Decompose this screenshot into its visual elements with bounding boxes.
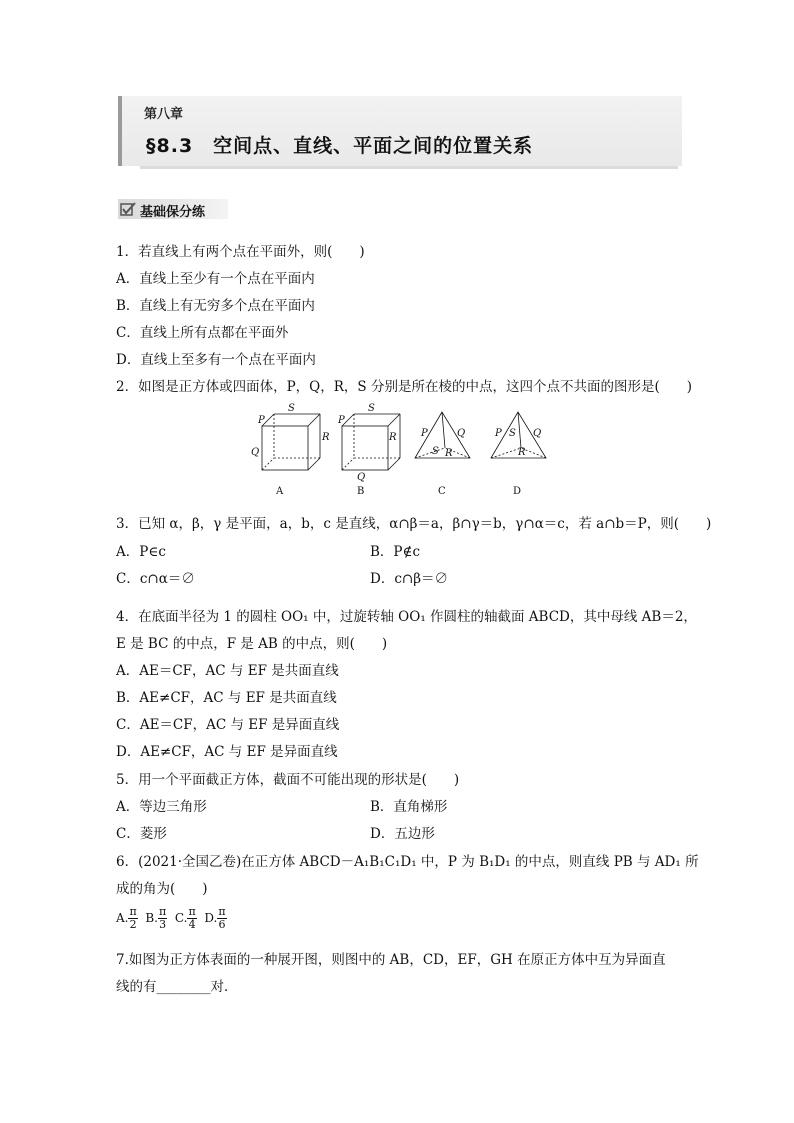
label-q-c: Q <box>457 428 466 439</box>
q6-option-a: A. $\frac{\pi}{2}$ <box>116 905 137 931</box>
q5-option-d: D．五边形 <box>370 826 435 842</box>
q3-option-c: C．c∩α＝∅ <box>116 571 195 587</box>
fig-label-d: D <box>513 486 522 497</box>
section-header <box>118 199 228 219</box>
label-p-b: P <box>338 415 345 426</box>
cube-figure-a <box>262 414 320 470</box>
header-shadow <box>140 166 678 169</box>
q1-option-c: C．直线上所有点都在平面外 <box>116 325 289 341</box>
q5-option-a: A．等边三角形 <box>116 799 207 815</box>
q5-option-c: C．菱形 <box>116 826 167 842</box>
q3-option-b: B．P∉c <box>370 544 421 560</box>
q4-option-a: A．AE＝CF，AC 与 EF 是共面直线 <box>116 663 339 679</box>
q4-stem-line2: E 是 BC 的中点，F 是 AB 的中点，则( ) <box>116 636 388 652</box>
q5-option-b: B．直角梯形 <box>370 799 448 815</box>
label-r-a: R <box>322 432 330 443</box>
section-label: 基础保分练 <box>140 205 206 220</box>
q4-option-d: D．AE≠CF，AC 与 EF 是异面直线 <box>116 744 338 760</box>
label-p-d: P <box>495 428 502 439</box>
chapter-label: 第八章 <box>144 107 184 122</box>
q2-stem: 2．如图是正方体或四面体，P，Q，R，S 分别是所在棱的中点，这四个点不共面的图形是( ) <box>116 379 692 395</box>
fig-label-c: C <box>438 486 446 497</box>
q1-option-d: D．直线上至多有一个点在平面内 <box>116 352 316 368</box>
checkbox-icon <box>120 201 136 217</box>
label-r-c: R <box>445 448 453 459</box>
label-r-b: R <box>389 432 397 443</box>
label-p-a: P <box>258 415 265 426</box>
label-r-d: R <box>518 447 526 458</box>
label-q-a: Q <box>251 447 260 458</box>
label-s-b: S <box>368 403 375 414</box>
q4-option-b: B．AE≠CF，AC 与 EF 是共面直线 <box>116 690 337 706</box>
label-s-a: S <box>288 403 295 414</box>
q6-option-b: B. $\frac{\pi}{3}$ <box>145 905 167 931</box>
q3-option-a: A．P∈c <box>116 544 166 560</box>
q4-stem-line1: 4．在底面半径为 1 的圆柱 OO₁ 中，过旋转轴 OO₁ 作圆柱的轴截面 ABCD，其中母线 AB＝2， <box>116 609 697 625</box>
label-s-c: S <box>432 446 439 457</box>
q4-option-c: C．AE＝CF，AC 与 EF 是异面直线 <box>116 717 340 733</box>
fig-label-b: B <box>357 486 365 497</box>
label-s-d: S <box>509 428 516 439</box>
q6-stem-line1: 6．(2021·全国乙卷)在正方体 ABCD－A₁B₁C₁D₁ 中，P 为 B₁D₁ 的中点，则直线 PB 与 AD₁ 所 <box>116 854 699 870</box>
q6-option-d: D. $\frac{\pi}{6}$ <box>204 905 226 931</box>
q3-option-d: D．c∩β＝∅ <box>370 571 449 587</box>
q1-option-b: B．直线上有无穷多个点在平面内 <box>116 298 315 314</box>
q2-figures <box>240 400 560 500</box>
q1-option-a: A．直线上至少有一个点在平面内 <box>116 271 315 287</box>
fig-label-a: A <box>276 486 284 497</box>
q5-stem: 5．用一个平面截正方体，截面不可能出现的形状是( ) <box>116 772 460 788</box>
q7-stem-line1: 7.如图为正方体表面的一种展开图，则图中的 AB，CD，EF，GH 在原正方体中互为异面直 <box>116 952 666 968</box>
label-q-d: Q <box>533 428 542 439</box>
q6-option-c: C. $\frac{\pi}{4}$ <box>174 905 196 931</box>
q1-stem: 1．若直线上有两个点在平面外，则( ) <box>116 244 365 260</box>
q7-stem-line2: 线的有________对． <box>116 979 238 995</box>
label-q-b: Q <box>357 472 366 483</box>
q6-options <box>116 906 227 931</box>
page-title: §8.3 空间点、直线、平面之间的位置关系 <box>146 135 534 157</box>
label-p-c: P <box>421 428 428 439</box>
q6-stem-line2: 成的角为( ) <box>116 881 208 897</box>
q3-stem: 3．已知 α，β，γ 是平面，a，b，c 是直线，α∩β＝a，β∩γ＝b，γ∩α＝c，若 a∩b＝P，则( ) <box>116 516 712 532</box>
